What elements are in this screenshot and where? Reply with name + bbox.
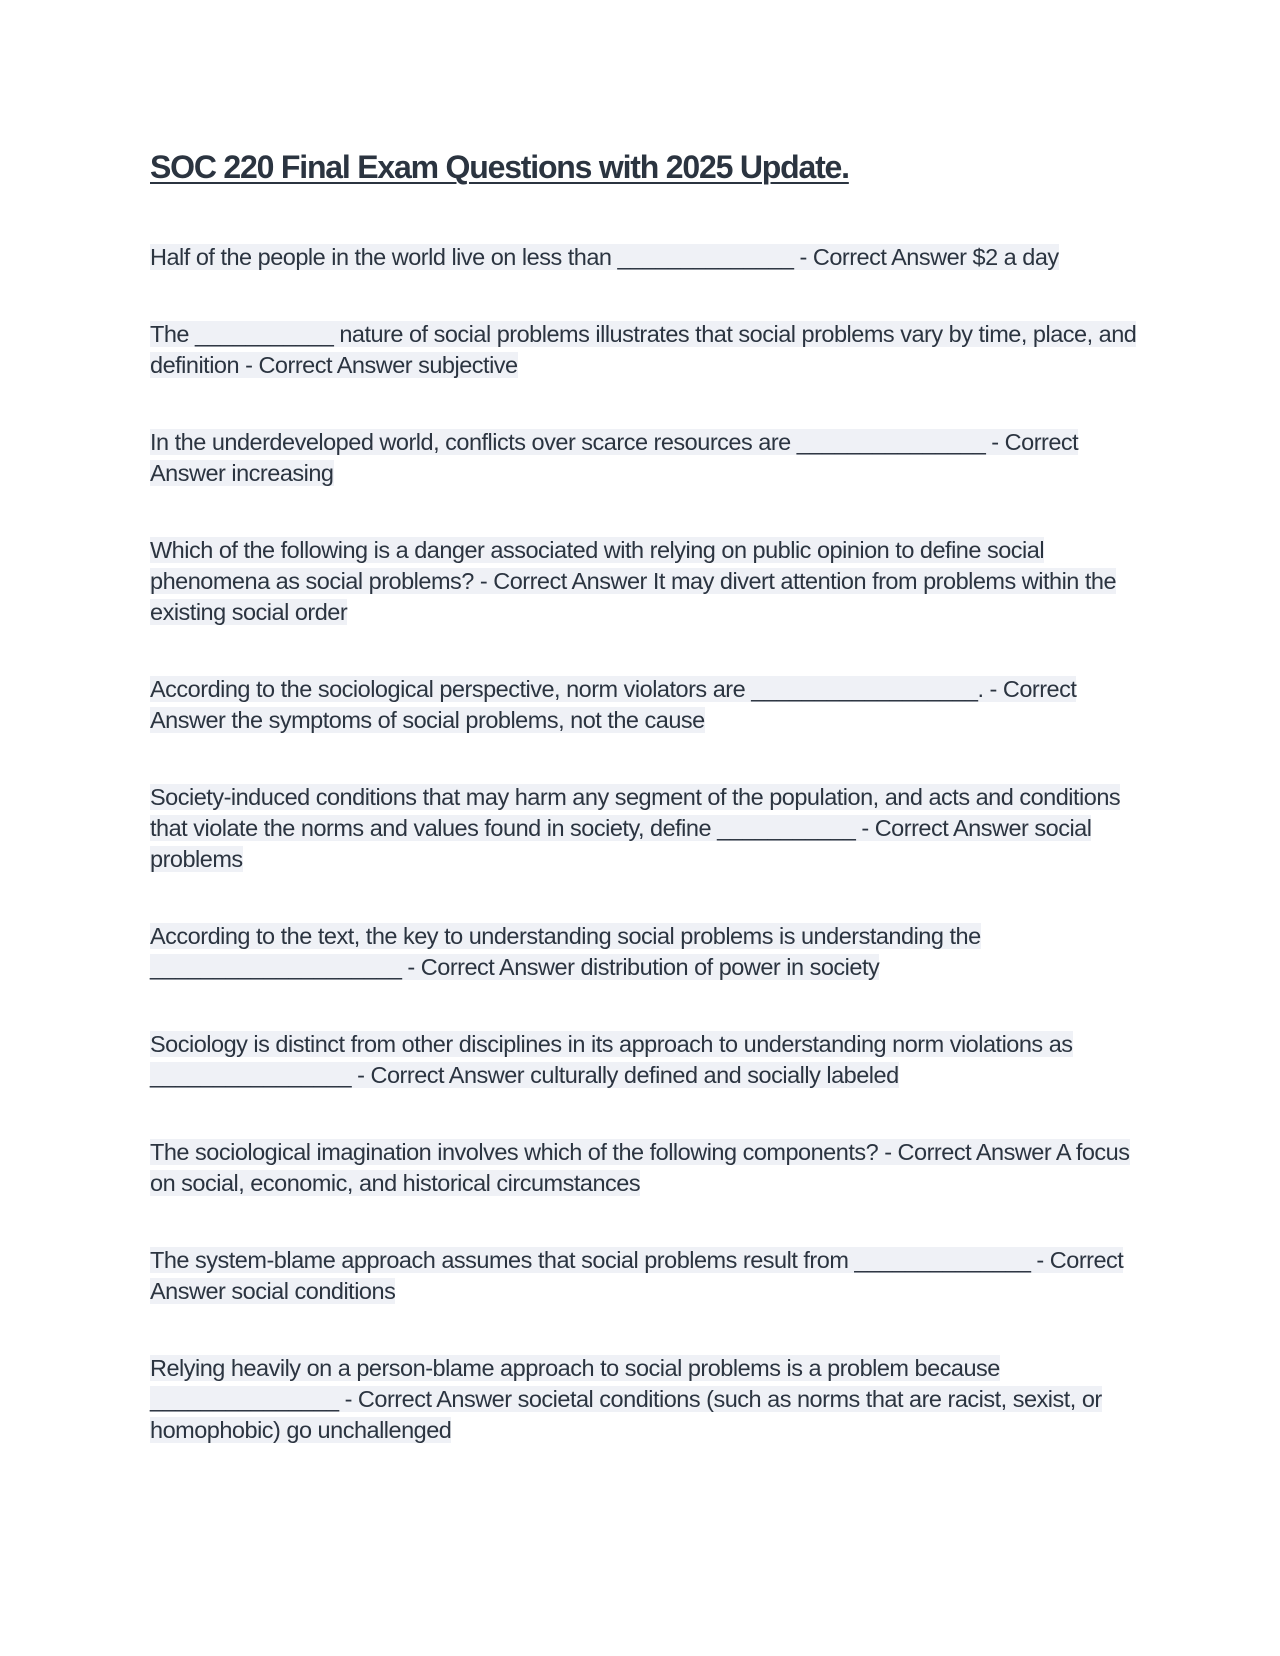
question-answer-text: Society-induced conditions that may harm any segment of the population, and acts and conditions that violate the norms and values found in society, define ___________ - Correct Answer social problems [150, 784, 1121, 873]
question-answer-text: The system-blame approach assumes that social problems result from ______________ - Correct Answer social conditions [150, 1247, 1124, 1305]
document-title: SOC 220 Final Exam Questions with 2025 Update. [150, 149, 849, 185]
question-answer-4 [150, 535, 1150, 628]
question-answer-text: According to the sociological perspective, norm violators are __________________. - Correct Answer the symptoms of social problems, not the cause [150, 676, 1077, 734]
question-answer-text: According to the text, the key to understanding social problems is understanding the ____________________ - Correct Answer distribution of power in society [150, 923, 981, 981]
question-answer-text: The ___________ nature of social problems illustrates that social problems vary by time, place, and definition - Correct Answer subjective [150, 321, 1137, 379]
question-answer-5 [150, 674, 1150, 736]
question-answer-text: In the underdeveloped world, conflicts over scarce resources are _______________ - Correct Answer increasing [150, 429, 1079, 487]
question-answer-6 [150, 782, 1150, 875]
question-answer-1 [150, 242, 1150, 273]
question-answer-text: Relying heavily on a person-blame approach to social problems is a problem because _______________ - Correct Answer societal conditions (such as norms that are racist, sexist, or homophobic) go unchallenged [150, 1355, 1102, 1444]
question-answer-3 [150, 427, 1150, 489]
question-answer-text: Half of the people in the world live on less than ______________ - Correct Answer $2 a day [150, 244, 1059, 271]
question-answer-text: The sociological imagination involves which of the following components? - Correct Answer A focus on social, economic, and historical circumstances [150, 1139, 1130, 1197]
question-answer-7 [150, 921, 1150, 983]
question-answer-text: Which of the following is a danger associated with relying on public opinion to define social phenomena as social problems? - Correct Answer It may divert attention from problems within the existing social order [150, 537, 1117, 626]
question-answer-text: Sociology is distinct from other disciplines in its approach to understanding norm violations as ________________ - Correct Answer culturally defined and socially labeled [150, 1031, 1073, 1089]
question-answer-2 [150, 319, 1150, 381]
question-answer-10 [150, 1245, 1150, 1307]
question-answer-9 [150, 1137, 1150, 1199]
question-answer-8 [150, 1029, 1150, 1091]
document-page [150, 148, 1150, 1492]
question-answer-11 [150, 1353, 1150, 1446]
